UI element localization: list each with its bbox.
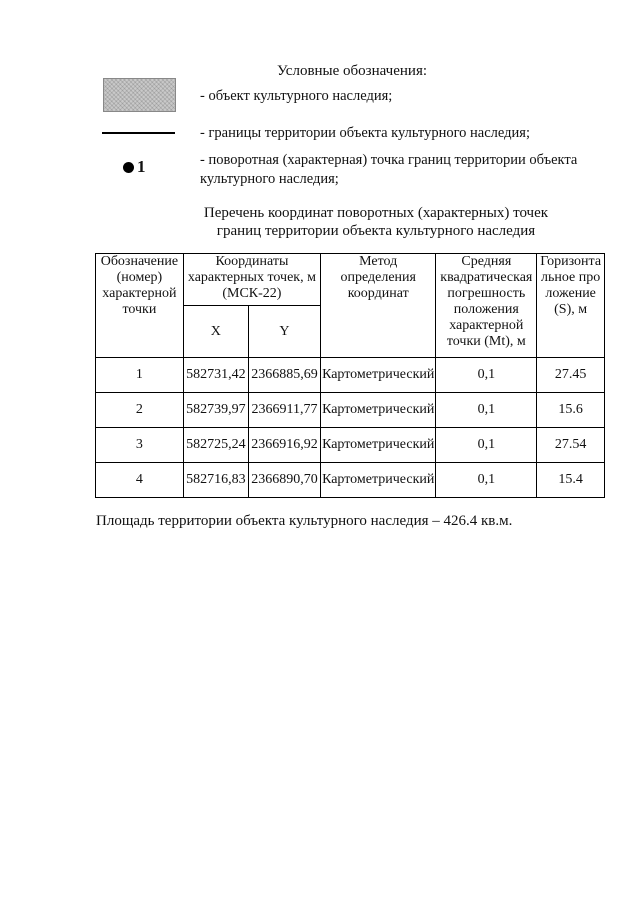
cell-x: 582739,97	[183, 393, 248, 428]
table-row	[96, 358, 605, 393]
cell-y: 2366916,92	[248, 428, 320, 463]
cell-s: 27.54	[537, 428, 605, 463]
legend-item-turning-point: - поворотная (характерная) точка границ территории объекта культурного наследия;	[200, 152, 578, 187]
cell-num: 3	[96, 428, 184, 463]
point-dot-icon	[123, 162, 134, 173]
area-text: Площадь территории объекта культурного наследия – 426.4 кв.м.	[96, 513, 513, 529]
cell-x: 582725,24	[183, 428, 248, 463]
cell-num: 1	[96, 358, 184, 393]
cell-mt: 0,1	[436, 393, 537, 428]
header-method: Метод определения координат	[321, 254, 436, 358]
heritage-object-swatch	[103, 78, 176, 112]
boundary-line-symbol	[102, 132, 175, 134]
legend-item-heritage-object: - объект культурного наследия;	[200, 88, 393, 104]
cell-x: 582731,42	[183, 358, 248, 393]
coordinates-title-line2: границ территории объекта культурного наследия	[216, 223, 536, 239]
coordinates-table	[95, 253, 605, 498]
cell-method: Картометрический	[321, 393, 436, 428]
cell-s: 15.6	[537, 393, 605, 428]
table-row	[96, 463, 605, 498]
legend-title: Условные обозначения:	[276, 63, 428, 79]
header-y: Y	[248, 306, 320, 358]
turning-point-symbol	[123, 157, 146, 177]
cell-method: Картометрический	[321, 428, 436, 463]
coordinates-list-title	[0, 204, 640, 240]
cell-mt: 0,1	[436, 428, 537, 463]
header-horizontal: Горизонтальное проложение (S), м	[537, 254, 605, 358]
header-x: X	[183, 306, 248, 358]
cell-s: 27.45	[537, 358, 605, 393]
cell-y: 2366885,69	[248, 358, 320, 393]
legend-item-boundary: - границы территории объекта культурного наследия;	[200, 125, 530, 141]
header-error: Средняя квадратическая погрешность положения характерной точки (Mt), м	[436, 254, 537, 358]
cell-s: 15.4	[537, 463, 605, 498]
cell-num: 2	[96, 393, 184, 428]
point-symbol-label: 1	[137, 157, 146, 176]
table-row	[96, 393, 605, 428]
table-row	[96, 428, 605, 463]
cell-x: 582716,83	[183, 463, 248, 498]
coordinates-title-line1: Перечень координат поворотных (характерных) точек	[203, 205, 549, 221]
cell-method: Картометрический	[321, 463, 436, 498]
cell-mt: 0,1	[436, 358, 537, 393]
cell-num: 4	[96, 463, 184, 498]
cell-method: Картометрический	[321, 358, 436, 393]
header-designation: Обозначение (номер) характерной точки	[96, 254, 184, 358]
cell-y: 2366890,70	[248, 463, 320, 498]
header-coordinates: Координаты характерных точек, м (МСК-22)	[183, 254, 320, 306]
cell-mt: 0,1	[436, 463, 537, 498]
cell-y: 2366911,77	[248, 393, 320, 428]
